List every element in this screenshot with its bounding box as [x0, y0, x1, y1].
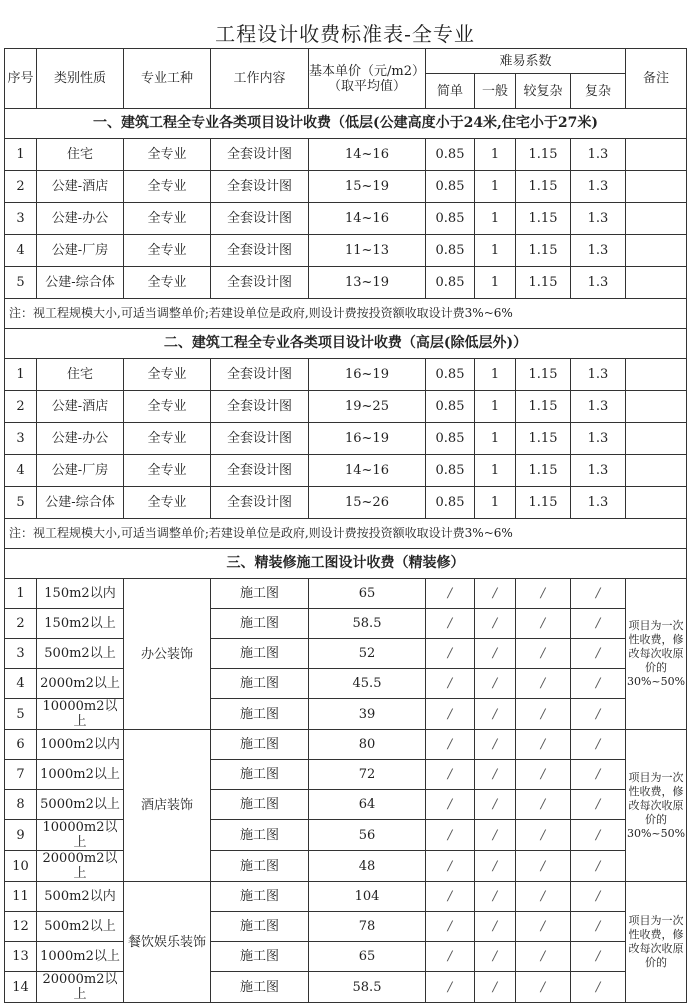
- seq-cell: 4: [5, 235, 37, 267]
- seq-cell: 5: [5, 267, 37, 299]
- table-row: [5, 235, 687, 267]
- coefficient-cell: /: [426, 851, 475, 882]
- coefficient-cell: /: [426, 790, 475, 820]
- content-cell: 施工图: [211, 851, 309, 882]
- coefficient-cell: /: [516, 942, 571, 972]
- content-cell: 施工图: [211, 942, 309, 972]
- section-title-row: [5, 329, 687, 359]
- content-cell: 全套设计图: [211, 171, 309, 203]
- price-cell: 13~19: [309, 267, 426, 299]
- coefficient-cell: /: [426, 820, 475, 851]
- content-cell: 施工图: [211, 912, 309, 942]
- fee-table: [4, 48, 687, 1003]
- coefficient-cell: 0.85: [426, 359, 475, 391]
- table-row: [5, 455, 687, 487]
- area-cell: 1000m2以上: [37, 760, 124, 790]
- coefficient-cell: 1: [475, 423, 516, 455]
- remark-cell: [626, 235, 687, 267]
- price-cell: 64: [309, 790, 426, 820]
- seq-cell: 5: [5, 699, 37, 730]
- table-row: [5, 942, 687, 972]
- price-cell: 52: [309, 639, 426, 669]
- coefficient-cell: /: [516, 820, 571, 851]
- table-row: [5, 267, 687, 299]
- price-cell: 14~16: [309, 455, 426, 487]
- coefficient-cell: /: [426, 579, 475, 609]
- coefficient-cell: /: [426, 760, 475, 790]
- seq-cell: 14: [5, 972, 37, 1003]
- seq-cell: 8: [5, 790, 37, 820]
- coefficient-cell: /: [475, 851, 516, 882]
- seq-cell: 10: [5, 851, 37, 882]
- area-cell: 5000m2以上: [37, 790, 124, 820]
- coefficient-cell: 1.15: [516, 487, 571, 519]
- price-cell: 14~16: [309, 139, 426, 171]
- category-cell: 公建-综合体: [37, 267, 124, 299]
- price-cell: 11~13: [309, 235, 426, 267]
- coefficient-cell: 1.3: [571, 487, 626, 519]
- coefficient-cell: /: [426, 609, 475, 639]
- coefficient-cell: 1.15: [516, 359, 571, 391]
- category-cell: 公建-厂房: [37, 235, 124, 267]
- content-cell: 施工图: [211, 790, 309, 820]
- coefficient-cell: /: [571, 882, 626, 912]
- category-cell: 酒店装饰: [124, 730, 211, 882]
- area-cell: 10000m2以上: [37, 699, 124, 730]
- header-level-very-complex: 复杂: [571, 74, 626, 109]
- area-cell: 2000m2以上: [37, 669, 124, 699]
- price-cell: 65: [309, 942, 426, 972]
- price-cell: 16~19: [309, 359, 426, 391]
- remark-cell: [626, 139, 687, 171]
- section-title: 三、精装修施工图设计收费（精装修）: [5, 549, 687, 579]
- coefficient-cell: /: [475, 579, 516, 609]
- area-cell: 150m2以内: [37, 579, 124, 609]
- coefficient-cell: /: [475, 699, 516, 730]
- price-cell: 15~26: [309, 487, 426, 519]
- remark-cell: [626, 487, 687, 519]
- price-cell: 78: [309, 912, 426, 942]
- discipline-cell: 全专业: [124, 455, 211, 487]
- remark-cell: [626, 423, 687, 455]
- seq-cell: 3: [5, 639, 37, 669]
- coefficient-cell: /: [426, 972, 475, 1003]
- seq-cell: 6: [5, 730, 37, 760]
- coefficient-cell: /: [516, 912, 571, 942]
- price-cell: 58.5: [309, 609, 426, 639]
- coefficient-cell: 1: [475, 487, 516, 519]
- discipline-cell: 全专业: [124, 423, 211, 455]
- seq-cell: 7: [5, 760, 37, 790]
- remark-cell: [626, 391, 687, 423]
- price-cell: 58.5: [309, 972, 426, 1003]
- table-row: [5, 171, 687, 203]
- area-cell: 500m2以内: [37, 882, 124, 912]
- coefficient-cell: /: [516, 579, 571, 609]
- content-cell: 全套设计图: [211, 391, 309, 423]
- coefficient-cell: /: [475, 609, 516, 639]
- discipline-cell: 全专业: [124, 139, 211, 171]
- remark-cell: [626, 171, 687, 203]
- discipline-cell: 全专业: [124, 359, 211, 391]
- coefficient-cell: 1.3: [571, 171, 626, 203]
- coefficient-cell: /: [571, 579, 626, 609]
- table-row: [5, 669, 687, 699]
- area-cell: 500m2以上: [37, 912, 124, 942]
- table-row: [5, 699, 687, 730]
- price-cell: 16~19: [309, 423, 426, 455]
- area-cell: 1000m2以内: [37, 730, 124, 760]
- remark-cell: [626, 455, 687, 487]
- coefficient-cell: /: [475, 972, 516, 1003]
- coefficient-cell: 1: [475, 267, 516, 299]
- coefficient-cell: 1.3: [571, 391, 626, 423]
- coefficient-cell: 1: [475, 235, 516, 267]
- section-title-row: [5, 549, 687, 579]
- table-row: [5, 820, 687, 851]
- category-cell: 办公装饰: [124, 579, 211, 730]
- coefficient-cell: /: [475, 912, 516, 942]
- coefficient-cell: /: [516, 609, 571, 639]
- header-discipline: 专业工种: [124, 49, 211, 109]
- seq-cell: 9: [5, 820, 37, 851]
- coefficient-cell: 0.85: [426, 423, 475, 455]
- price-cell: 14~16: [309, 203, 426, 235]
- page-title: 工程设计收费标准表-全专业: [215, 22, 475, 46]
- seq-cell: 2: [5, 171, 37, 203]
- coefficient-cell: 0.85: [426, 487, 475, 519]
- coefficient-cell: 1.15: [516, 171, 571, 203]
- seq-cell: 2: [5, 391, 37, 423]
- coefficient-cell: 1: [475, 391, 516, 423]
- coefficient-cell: /: [475, 639, 516, 669]
- remark-cell: 项目为一次性收费，修改每次收原价的: [626, 882, 687, 1003]
- seq-cell: 3: [5, 423, 37, 455]
- coefficient-cell: 1: [475, 203, 516, 235]
- coefficient-cell: 0.85: [426, 171, 475, 203]
- coefficient-cell: 1.15: [516, 423, 571, 455]
- content-cell: 施工图: [211, 760, 309, 790]
- coefficient-cell: /: [426, 730, 475, 760]
- coefficient-cell: /: [516, 851, 571, 882]
- table-row: [5, 139, 687, 171]
- price-cell: 15~19: [309, 171, 426, 203]
- note-text: 注：视工程规模大小,可适当调整单价;若建设单位是政府,则设计费按投资额收取设计费3%~6%: [5, 519, 687, 549]
- content-cell: 施工图: [211, 669, 309, 699]
- content-cell: 全套设计图: [211, 455, 309, 487]
- content-cell: 全套设计图: [211, 487, 309, 519]
- table-row: [5, 579, 687, 609]
- area-cell: 10000m2以上: [37, 820, 124, 851]
- area-cell: 1000m2以上: [37, 942, 124, 972]
- coefficient-cell: /: [516, 699, 571, 730]
- section-title: 二、建筑工程全专业各类项目设计收费（高层(除低层外)）: [5, 329, 687, 359]
- coefficient-cell: /: [475, 820, 516, 851]
- coefficient-cell: 1.15: [516, 235, 571, 267]
- coefficient-cell: 0.85: [426, 391, 475, 423]
- category-cell: 公建-酒店: [37, 171, 124, 203]
- note-row: [5, 299, 687, 329]
- content-cell: 施工图: [211, 882, 309, 912]
- coefficient-cell: 0.85: [426, 235, 475, 267]
- content-cell: 施工图: [211, 639, 309, 669]
- price-cell: 65: [309, 579, 426, 609]
- area-cell: 150m2以上: [37, 609, 124, 639]
- content-cell: 全套设计图: [211, 139, 309, 171]
- seq-cell: 12: [5, 912, 37, 942]
- coefficient-cell: /: [571, 820, 626, 851]
- discipline-cell: 全专业: [124, 267, 211, 299]
- table-row: [5, 972, 687, 1003]
- price-cell: 39: [309, 699, 426, 730]
- coefficient-cell: /: [475, 790, 516, 820]
- header-seq: 序号: [5, 49, 37, 109]
- section-title: 一、建筑工程全专业各类项目设计收费（低层(公建高度小于24米,住宅小于27米): [5, 109, 687, 139]
- remark-cell: 项目为一次性收费，修改每次收原价的30%~50%: [626, 579, 687, 730]
- seq-cell: 13: [5, 942, 37, 972]
- coefficient-cell: /: [426, 942, 475, 972]
- section-title-row: [5, 109, 687, 139]
- discipline-cell: 全专业: [124, 235, 211, 267]
- coefficient-cell: 1.3: [571, 359, 626, 391]
- price-cell: 104: [309, 882, 426, 912]
- content-cell: 全套设计图: [211, 267, 309, 299]
- content-cell: 全套设计图: [211, 359, 309, 391]
- table-row: [5, 882, 687, 912]
- coefficient-cell: /: [475, 760, 516, 790]
- category-cell: 公建-办公: [37, 203, 124, 235]
- table-row: [5, 912, 687, 942]
- seq-cell: 2: [5, 609, 37, 639]
- category-cell: 餐饮娱乐装饰: [124, 882, 211, 1003]
- header-content: 工作内容: [211, 49, 309, 109]
- coefficient-cell: 1.15: [516, 391, 571, 423]
- remark-cell: [626, 359, 687, 391]
- header-level-complex: 较复杂: [516, 74, 571, 109]
- coefficient-cell: /: [571, 851, 626, 882]
- seq-cell: 11: [5, 882, 37, 912]
- coefficient-cell: 1.15: [516, 203, 571, 235]
- coefficient-cell: 1.3: [571, 455, 626, 487]
- header-remark: 备注: [626, 49, 687, 109]
- coefficient-cell: 1: [475, 455, 516, 487]
- coefficient-cell: /: [571, 942, 626, 972]
- seq-cell: 3: [5, 203, 37, 235]
- table-row: [5, 423, 687, 455]
- category-cell: 公建-办公: [37, 423, 124, 455]
- note-text: 注：视工程规模大小,可适当调整单价;若建设单位是政府,则设计费按投资额收取设计费3%~6%: [5, 299, 687, 329]
- coefficient-cell: /: [571, 760, 626, 790]
- area-cell: 20000m2以上: [37, 851, 124, 882]
- coefficient-cell: /: [571, 609, 626, 639]
- seq-cell: 4: [5, 455, 37, 487]
- coefficient-cell: 0.85: [426, 455, 475, 487]
- header-level-normal: 一般: [475, 74, 516, 109]
- remark-cell: 项目为一次性收费，修改每次收原价的30%~50%: [626, 730, 687, 882]
- table-row: [5, 790, 687, 820]
- seq-cell: 5: [5, 487, 37, 519]
- coefficient-cell: 1.15: [516, 139, 571, 171]
- coefficient-cell: /: [426, 912, 475, 942]
- price-cell: 48: [309, 851, 426, 882]
- discipline-cell: 全专业: [124, 203, 211, 235]
- note-row: [5, 519, 687, 549]
- content-cell: 施工图: [211, 609, 309, 639]
- table-row: [5, 609, 687, 639]
- coefficient-cell: 1.3: [571, 139, 626, 171]
- price-cell: 45.5: [309, 669, 426, 699]
- discipline-cell: 全专业: [124, 487, 211, 519]
- content-cell: 全套设计图: [211, 235, 309, 267]
- table-row: [5, 730, 687, 760]
- coefficient-cell: 1: [475, 171, 516, 203]
- table-row: [5, 359, 687, 391]
- table-row: [5, 639, 687, 669]
- coefficient-cell: 0.85: [426, 139, 475, 171]
- coefficient-cell: 1.3: [571, 203, 626, 235]
- content-cell: 全套设计图: [211, 203, 309, 235]
- header-price: 基本单价（元/m2）（取平均值）: [309, 49, 426, 109]
- content-cell: 施工图: [211, 820, 309, 851]
- content-cell: 施工图: [211, 972, 309, 1003]
- coefficient-cell: /: [516, 882, 571, 912]
- coefficient-cell: /: [571, 730, 626, 760]
- content-cell: 全套设计图: [211, 423, 309, 455]
- header-level-simple: 简单: [426, 74, 475, 109]
- coefficient-cell: 1: [475, 359, 516, 391]
- coefficient-cell: 1.15: [516, 267, 571, 299]
- area-cell: 500m2以上: [37, 639, 124, 669]
- coefficient-cell: /: [426, 699, 475, 730]
- coefficient-cell: 1: [475, 139, 516, 171]
- coefficient-cell: 1.3: [571, 267, 626, 299]
- price-cell: 80: [309, 730, 426, 760]
- coefficient-cell: /: [571, 699, 626, 730]
- table-row: [5, 760, 687, 790]
- coefficient-cell: /: [475, 882, 516, 912]
- seq-cell: 1: [5, 359, 37, 391]
- coefficient-cell: /: [426, 669, 475, 699]
- coefficient-cell: /: [516, 790, 571, 820]
- coefficient-cell: 1.3: [571, 423, 626, 455]
- coefficient-cell: /: [516, 669, 571, 699]
- remark-cell: [626, 267, 687, 299]
- coefficient-cell: 0.85: [426, 267, 475, 299]
- coefficient-cell: /: [516, 760, 571, 790]
- category-cell: 公建-厂房: [37, 455, 124, 487]
- seq-cell: 1: [5, 139, 37, 171]
- coefficient-cell: /: [516, 972, 571, 1003]
- coefficient-cell: /: [475, 669, 516, 699]
- coefficient-cell: /: [571, 972, 626, 1003]
- header-difficulty: 难易系数: [426, 49, 626, 74]
- table-row: [5, 851, 687, 882]
- price-cell: 19~25: [309, 391, 426, 423]
- coefficient-cell: /: [571, 639, 626, 669]
- table-row: [5, 203, 687, 235]
- coefficient-cell: /: [475, 942, 516, 972]
- seq-cell: 4: [5, 669, 37, 699]
- coefficient-cell: /: [426, 639, 475, 669]
- coefficient-cell: 1.15: [516, 455, 571, 487]
- coefficient-cell: 0.85: [426, 203, 475, 235]
- coefficient-cell: /: [516, 639, 571, 669]
- remark-cell: [626, 203, 687, 235]
- coefficient-cell: /: [475, 730, 516, 760]
- coefficient-cell: /: [571, 912, 626, 942]
- discipline-cell: 全专业: [124, 171, 211, 203]
- area-cell: 20000m2以上: [37, 972, 124, 1003]
- content-cell: 施工图: [211, 699, 309, 730]
- coefficient-cell: /: [516, 730, 571, 760]
- coefficient-cell: /: [571, 790, 626, 820]
- coefficient-cell: 1.3: [571, 235, 626, 267]
- category-cell: 住宅: [37, 139, 124, 171]
- table-row: [5, 391, 687, 423]
- price-cell: 56: [309, 820, 426, 851]
- table-row: [5, 487, 687, 519]
- coefficient-cell: /: [426, 882, 475, 912]
- price-cell: 72: [309, 760, 426, 790]
- category-cell: 公建-酒店: [37, 391, 124, 423]
- category-cell: 公建-综合体: [37, 487, 124, 519]
- content-cell: 施工图: [211, 579, 309, 609]
- discipline-cell: 全专业: [124, 391, 211, 423]
- content-cell: 施工图: [211, 730, 309, 760]
- coefficient-cell: /: [571, 669, 626, 699]
- category-cell: 住宅: [37, 359, 124, 391]
- seq-cell: 1: [5, 579, 37, 609]
- header-category: 类别性质: [37, 49, 124, 109]
